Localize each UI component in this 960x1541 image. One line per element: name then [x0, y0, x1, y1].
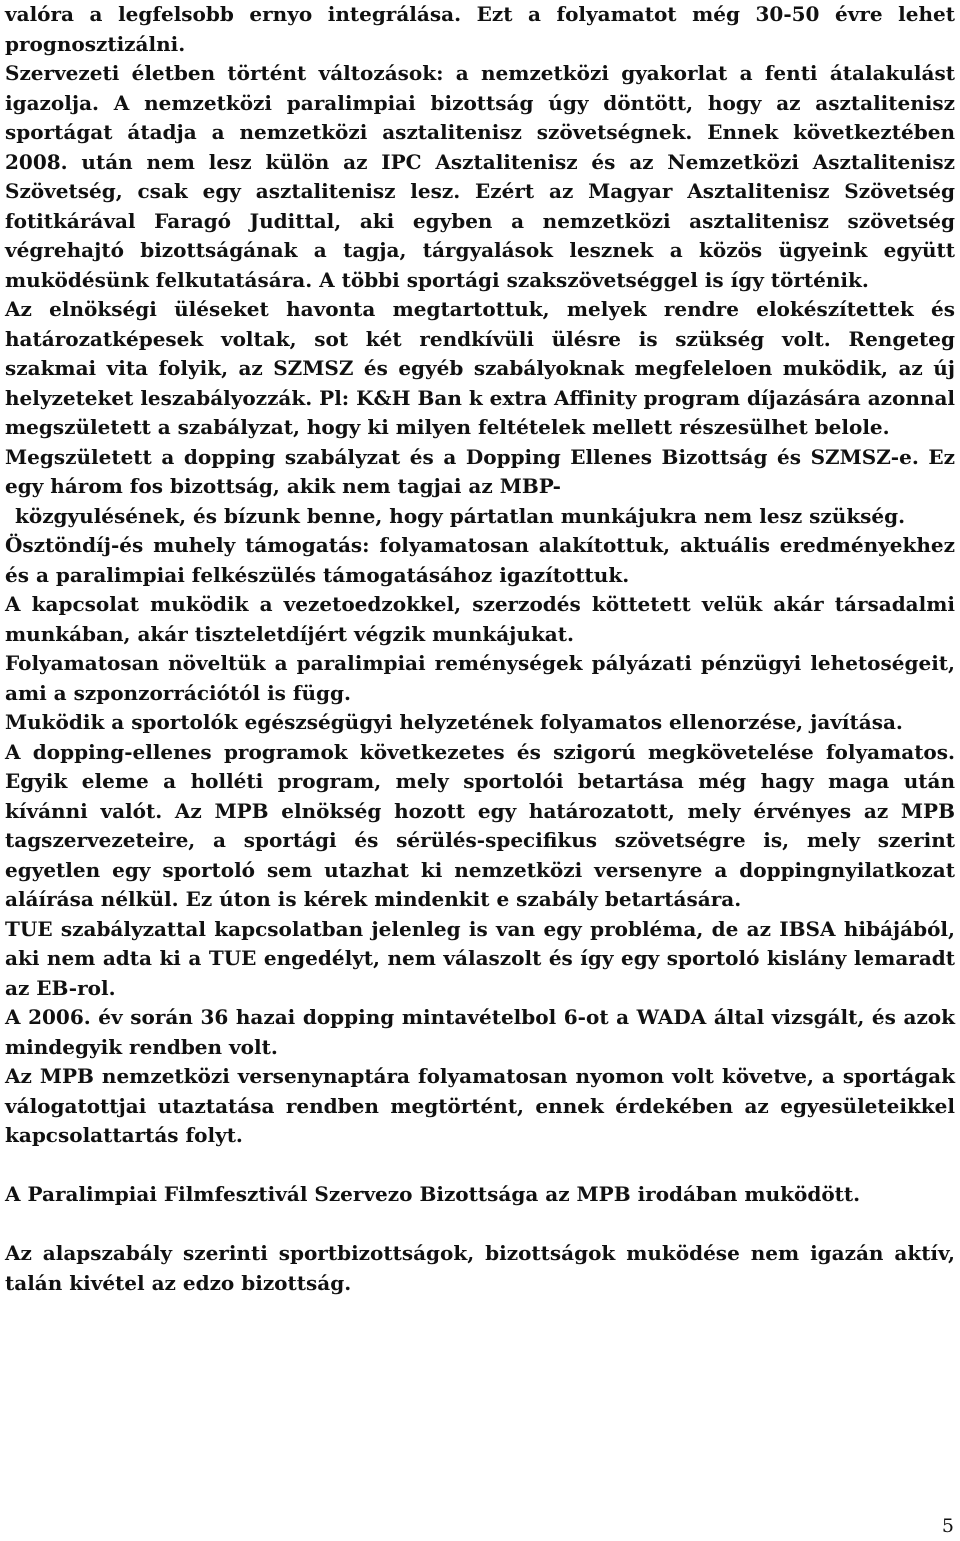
paragraph-board-meetings: Az elnökségi üléseket havonta megtartottuk, melyek rendre elokészítettek és határozatképesek voltak, sot két rendkívüli ülésre is szükség volt. Rengeteg szakmai vita folyik, az SZMSZ és egyéb szabályoknak megfeleloen muködik, az új helyzeteket leszabályozzák. Pl: K&H Ban k extra Affinity program díjazására azonnal megszületett a szabályzat, hogy ki milyen feltételek mellett részesülhet belole. [5, 297, 956, 439]
paragraph-general-assembly: közgyulésének, és bízunk benne, hogy pártatlan munkájukra nem lesz szükség. [15, 503, 906, 528]
paragraph-scholarship: Ösztöndíj-és muhely támogatás: folyamatosan alakítottuk, aktuális eredményekhez és a paralimpiai felkészülés támogatásához igazítottuk. [5, 533, 955, 587]
page-number: 5 [941, 1515, 954, 1537]
paragraph-doping-tests-2006: A 2006. év során 36 hazai dopping mintavételbol 6-ot a WADA által vizsgált, és azok mindegyik rendben volt. [5, 1005, 955, 1059]
paragraph-committees: Az alapszabály szerinti sportbizottságok, bizottságok muködése nem igazán aktív, talán kivétel az edzo bizottság. [5, 1241, 955, 1295]
paragraph-athlete-health: Muködik a sportolók egészségügyi helyzetének folyamatos ellenorzése, javítása. [5, 710, 903, 734]
paragraph-organizational-changes: Szervezeti életben történt változások: a nemzetközi gyakorlat a fenti átalakulást igazolja. A nemzetközi paralimpiai bizottság úgy döntött, hogy az asztalitenisz sportágat átadja a nemzetközi asztalitenisz szövetségnek. Ennek következtében 2008. után nem lesz külön az IPC Asztalitenisz és az Nemzetközi Asztalitenisz Szövetség, csak egy asztalitenisz lesz. Ezért az Magyar Asztalitenisz Szövetség fotitkárával Faragó Judittal, aki egyben a nemzetközi asztalitenisz szövetség végrehajtó bizottságának a tagja, tárgyalások lesznek a közös ügyeink együtt muködésünk felkutatására. A többi sportági szakszövetséggel is így történik. [5, 61, 955, 292]
paragraph-paralympic-hopes: Folyamatosan növeltük a paralimpiai reménységek pályázati pénzügyi lehetoségeit, ami a szponzorrációtól is függ. [5, 651, 955, 705]
document-body [5, 0, 955, 1298]
paragraph-tue: TUE szabályzattal kapcsolatban jelenleg is van egy probléma, de az IBSA hibájából, aki nem adta ki a TUE engedélyt, nem válaszolt és így egy sportoló kislány lemaradt az EB-rol. [5, 916, 955, 1000]
paragraph-film-festival: A Paralimpiai Filmfesztivál Szervezo Bizottsága az MPB irodában muködött. [5, 1182, 861, 1206]
paragraph-competition-calendar: Az MPB nemzetközi versenynaptára folyamatosan nyomon volt követve, a sportágak válogatottjai utaztatása rendben megtörtént, ennek érdekében az egyesületeikkel kapcsolattartás folyt. [5, 1064, 955, 1147]
paragraph-integration: valóra a legfelsobb ernyo integrálása. Ezt a folyamatot még 30-50 évre lehet prognosztizálni. [5, 2, 955, 56]
paragraph-head-coaches: A kapcsolat muködik a vezetoedzokkel, szerzodés köttetett velük akár társadalmi munkában, akár tiszteletdíjért végzik munkájukat. [5, 592, 955, 646]
paragraph-anti-doping: A dopping-ellenes programok következetes és szigorú megkövetelése folyamatos. Egyik eleme a holléti program, mely sportolói betartása még hagy maga után kívánni valót. Az MPB elnökség hozott egy határozatott, mely érvényes az MPB tagszervezeteire, a sportági és sérülés-specifikus szövetségre is, mely szerint egyetlen egy sportoló sem utazhat ki nemzetközi versenyre a doppingnyilatkozat aláírása nélkül. Ez úton is kérek mindenkit e szabály betartására. [5, 739, 955, 911]
paragraph-doping-regulation: Megszületett a dopping szabályzat és a Dopping Ellenes Bizottság és SZMSZ-e. Ez egy három fos bizottság, akik nem tagjai az MBP- [5, 444, 955, 498]
